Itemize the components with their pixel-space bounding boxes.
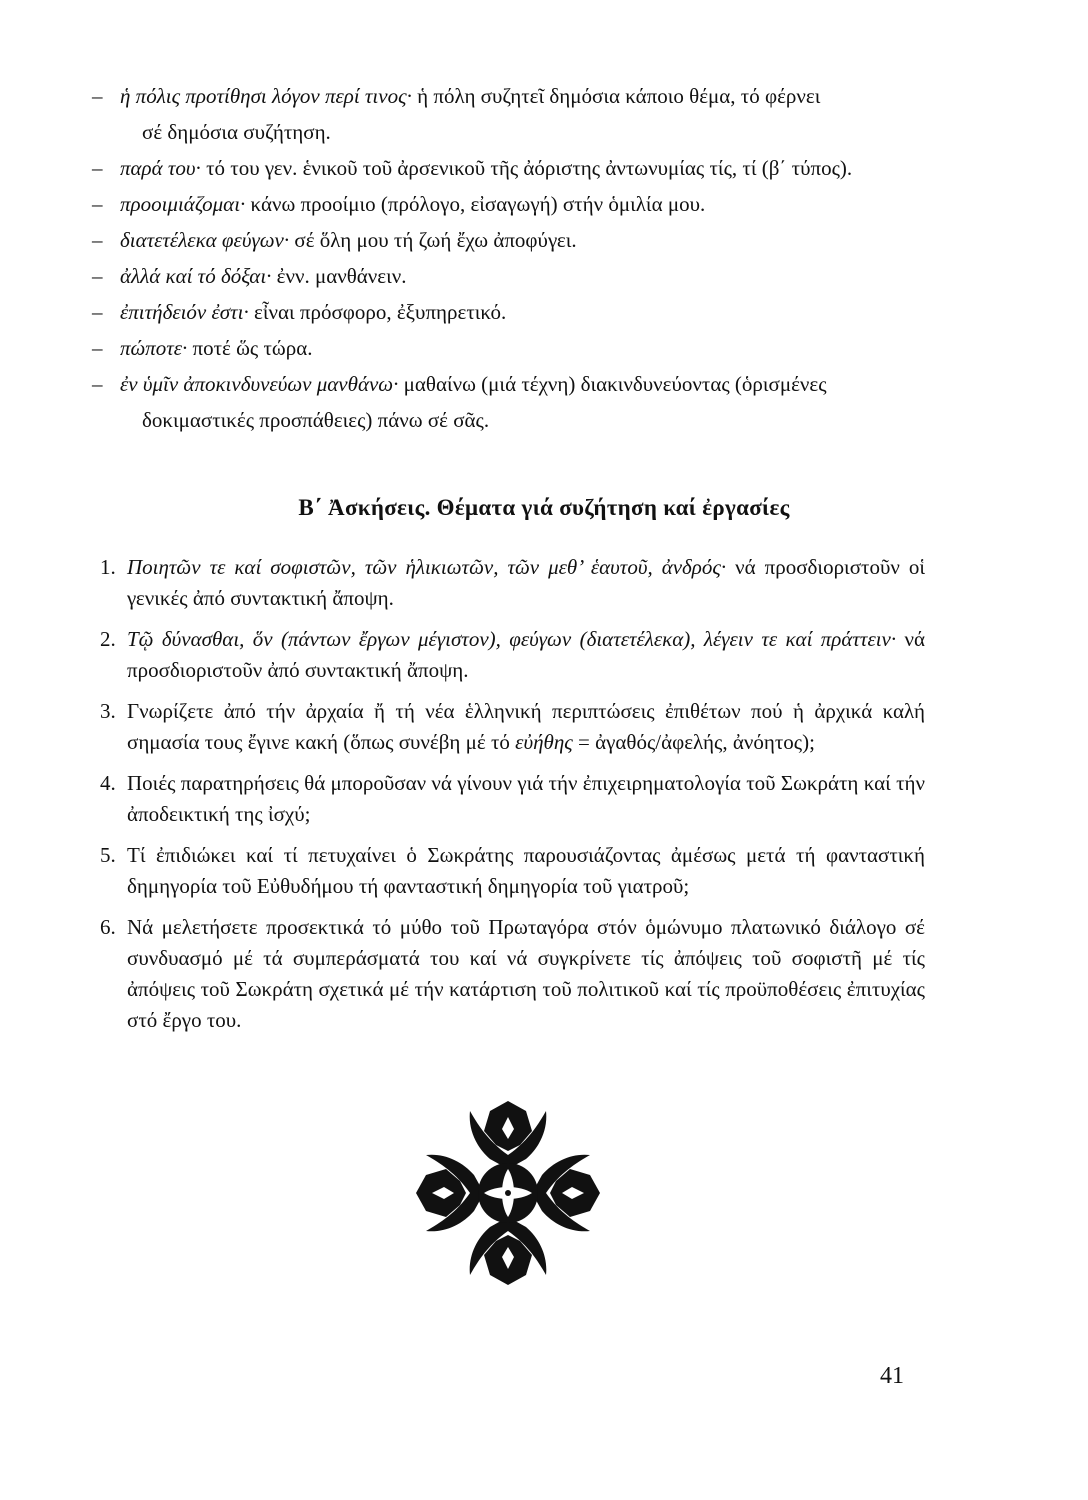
glossary-definition: σέ ὅλη μου τή ζωή ἔχω ἀποφύγει. <box>289 228 577 252</box>
exercise-number: 1. <box>100 555 116 579</box>
glossary-definition: ποτέ ὥς τώρα. <box>187 336 313 360</box>
glossary-term: παρά του· <box>120 156 201 180</box>
exercise-text: Γνωρίζετε ἀπό τήν ἀρχαία ἤ τή νέα ἑλληνική περιπτώσεις ἐπιθέτων πού ἡ ἀρχικά καλή σημασία τους ἔγινε κακή (ὅπως συνέβη μέ τό <box>127 699 925 754</box>
exercise-text: Νά μελετήσετε προσεκτικά τό μύθο τοῦ Πρωταγόρα στόν ὁμώνυμο πλατωνικό διάλογο σέ συνδυασμό μέ τά συμπεράσματά του καί νά συγκρίνετε τίς ἀπόψεις τοῦ σοφιστῆ μέ τίς ἀπόψεις τοῦ Σωκράτη σχετικά μέ τήν κατάρτιση τοῦ πολιτικοῦ καί τίς προϋποθέσεις ἐπιτυχίας στό ἔργο του. <box>127 915 925 1032</box>
glossary-item: – πώποτε· ποτέ ὥς τώρα. <box>92 336 313 360</box>
exercise-text: Ποιές παρατηρήσεις θά μποροῦσαν νά γίνουν γιά τήν ἐπιχειρηματολογία τοῦ Σωκράτη καί τήν ἀποδεικτική της ἰσχύ; <box>127 771 925 826</box>
glossary-item: – ἐπιτήδειόν ἐστι· εἶναι πρόσφορο, ἐξυπηρετικό. <box>92 300 507 324</box>
glossary-list <box>92 78 942 438</box>
exercise-number: 6. <box>100 915 116 939</box>
glossary-definition: κάνω προοίμιο (πρόλογο, εἰσαγωγή) στήν ὁμιλία μου. <box>245 192 706 216</box>
glossary-term: πώποτε· <box>120 336 188 360</box>
glossary-term: προοιμιάζομαι· <box>120 192 246 216</box>
glossary-definition: εἶναι πρόσφορο, ἐξυπηρετικό. <box>248 300 507 324</box>
glossary-definition: ἡ πόλη συζητεῖ δημόσια κάποιο θέμα, τό φέρνει <box>411 84 821 108</box>
glossary-term: ἐν ὑμῖν ἀποκινδυνεύων μανθάνω· <box>120 372 399 396</box>
exercise-text: νά προσδιοριστοῦν ἀπό συντακτική ἄποψη. <box>127 627 925 682</box>
exercise-italic-text: Ποιητῶν τε καί σοφιστῶν, τῶν ἡλικιωτῶν, τῶν μεθ’ ἑαυτοῦ, ἀνδρός· <box>127 555 727 579</box>
exercise-text: = ἀγαθός/ἀφελής, ἀνόητος); <box>572 730 815 754</box>
exercise-number: 3. <box>100 699 116 723</box>
exercise-text: Τί ἐπιδιώκει καί τί πετυχαίνει ὁ Σωκράτης παρουσιάζοντας ἀμέσως μετά τή φανταστική δημηγορία τοῦ Εὐθυδήμου τή φανταστική δημηγορία τοῦ γιατροῦ; <box>127 843 925 898</box>
page-number: 41 <box>880 1363 904 1389</box>
glossary-item: – προοιμιάζομαι· κάνω προοίμιο (πρόλογο, εἰσαγωγή) στήν ὁμιλία μου. <box>92 192 706 216</box>
glossary-item: – παρά του· τό του γεν. ἑνικοῦ τοῦ ἀρσενικοῦ τῆς ἀόριστης ἀντωνυμίας τίς, τί (β΄ τύπος). <box>92 156 853 180</box>
glossary-term: ἡ πόλις προτίθησι λόγον περί τινος· <box>120 84 412 108</box>
glossary-definition: μαθαίνω (μιά τέχνη) διακινδυνεύοντας (ὁρισμένες <box>398 372 827 396</box>
glossary-continuation: σέ δημόσια συζήτηση. <box>142 120 331 144</box>
glossary-item: – ἡ πόλις προτίθησι λόγον περί τινος· ἡ πόλη συζητεῖ δημόσια κάποιο θέμα, τό φέρνει σέ δημόσια συζήτηση. <box>92 78 942 150</box>
exercise-item <box>100 840 925 902</box>
exercise-number: 2. <box>100 627 116 651</box>
glossary-item: – ἀλλά καί τό δόξαι· ἐνν. μανθάνειν. <box>92 264 407 288</box>
glossary-item: – διατετέλεκα φεύγων· σέ ὅλη μου τή ζωή ἔχω ἀποφύγει. <box>92 228 577 252</box>
exercise-text: νά προσδιοριστοῦν οἱ γενικές ἀπό συντακτική ἄποψη. <box>127 555 925 610</box>
exercise-number: 4. <box>100 771 116 795</box>
byzantine-cross-ornament-icon <box>408 1093 608 1293</box>
exercise-item <box>100 624 925 686</box>
exercise-item <box>100 768 925 830</box>
glossary-term: ἐπιτήδειόν ἐστι· <box>120 300 249 324</box>
glossary-continuation: δοκιμαστικές προσπάθειες) πάνω σέ σᾶς. <box>142 408 490 432</box>
glossary-term: ἀλλά καί τό δόξαι· <box>120 264 272 288</box>
exercise-italic-text: εὐήθης <box>515 730 573 754</box>
glossary-term: διατετέλεκα φεύγων· <box>120 228 290 252</box>
glossary-item: – ἐν ὑμῖν ἀποκινδυνεύων μανθάνω· μαθαίνω (μιά τέχνη) διακινδυνεύοντας (ὁρισμένες δοκιμαστικές προσπάθειες) πάνω σέ σᾶς. <box>92 366 942 438</box>
exercise-list <box>100 552 925 1046</box>
exercise-item <box>100 696 925 758</box>
exercise-item <box>100 552 925 614</box>
exercise-italic-text: Τῷ δύνασθαι, ὅν (πάντων ἔργων μέγιστον), φεύγων (διατετέλεκα), λέγειν τε καί πράττειν· <box>127 627 897 651</box>
section-title: Β΄ Ἀσκήσεις. Θέματα γιά συζήτηση καί ἐργασίες <box>298 495 790 520</box>
glossary-definition: τό του γεν. ἑνικοῦ τοῦ ἀρσενικοῦ τῆς ἀόριστης ἀντωνυμίας τίς, τί (β΄ τύπος). <box>200 156 853 180</box>
exercise-item <box>100 912 925 1036</box>
exercise-number: 5. <box>100 843 116 867</box>
glossary-definition: ἐνν. μανθάνειν. <box>271 264 407 288</box>
